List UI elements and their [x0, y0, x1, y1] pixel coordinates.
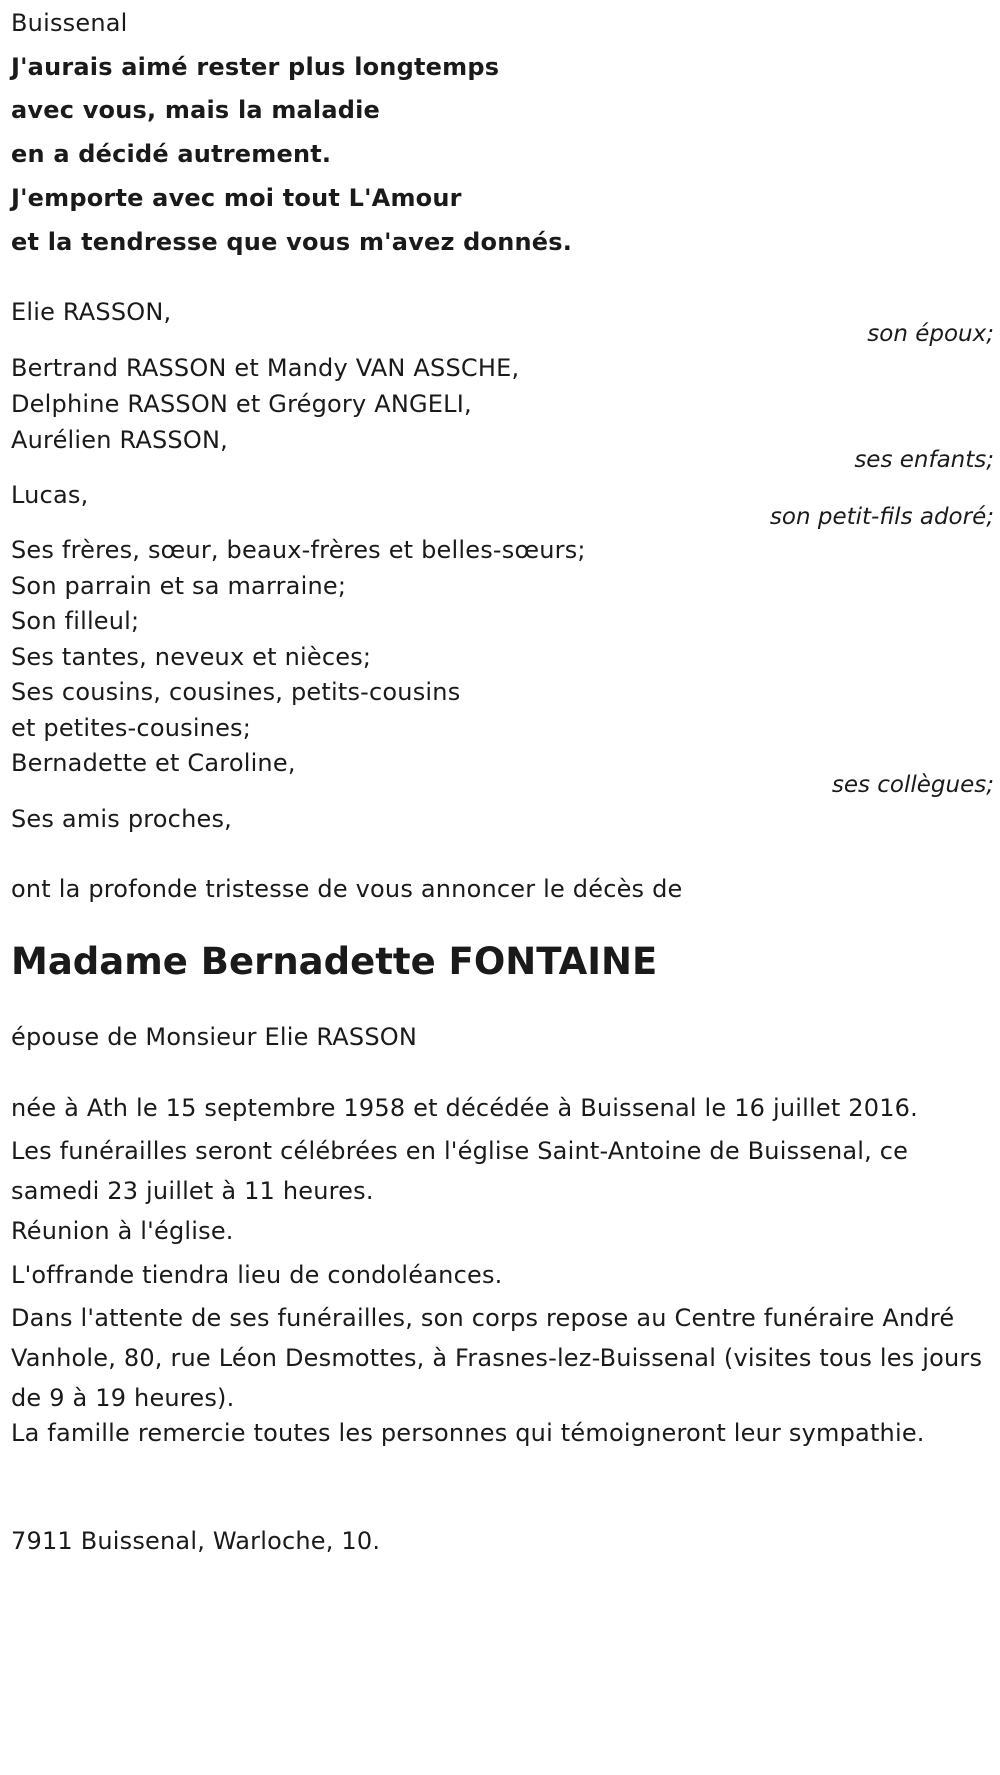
spouse-name: Elie RASSON, [11, 298, 172, 326]
relatives-line: et petites-cousines; [11, 714, 252, 742]
birth-death-line: née à Ath le 15 septembre 1958 et décédée à Buissenal le 16 juillet 2016. [11, 1094, 918, 1122]
thanks-info: La famille remercie toutes les personnes qui témoigneront leur sympathie. [11, 1419, 925, 1447]
relatives-line: Ses frères, sœur, beaux-frères et belles-sœurs; [11, 536, 586, 564]
colleagues-role: ses collègues; [831, 772, 994, 798]
relatives-line: Bernadette et Caroline, [11, 749, 296, 777]
relatives-line: Ses cousins, cousines, petits-cousins [11, 678, 461, 706]
friends-line: Ses amis proches, [11, 805, 232, 833]
announcement: ont la profonde tristesse de vous annoncer le décès de [11, 875, 683, 903]
relatives-line: Son parrain et sa marraine; [11, 572, 347, 600]
funeral-info: Les funérailles seront célébrées en l'église Saint-Antoine de Buissenal, ce samedi 23 juillet à 11 heures. [11, 1137, 909, 1205]
child-name: Delphine RASSON et Grégory ANGELI, [11, 390, 472, 418]
offering-info: L'offrande tiendra lieu de condoléances. [11, 1261, 503, 1289]
child-name: Bertrand RASSON et Mandy VAN ASSCHE, [11, 354, 520, 382]
spouse-role: son époux; [867, 321, 994, 347]
poem-line: en a décidé autrement. [11, 140, 332, 168]
poem-line: J'aurais aimé rester plus longtemps [11, 53, 500, 81]
meeting-info: Réunion à l'église. [11, 1217, 234, 1245]
child-name: Aurélien RASSON, [11, 426, 228, 454]
poem-line: J'emporte avec moi tout L'Amour [11, 184, 462, 212]
poem-line: et la tendresse que vous m'avez donnés. [11, 228, 573, 256]
children-role: ses enfants; [854, 447, 994, 473]
grandson-name: Lucas, [11, 481, 89, 509]
deceased-spouse-line: épouse de Monsieur Elie RASSON [11, 1023, 417, 1051]
header-place: Buissenal [11, 9, 128, 37]
rest-info: Dans l'attente de ses funérailles, son corps repose au Centre funéraire André Vanhole, 80, rue Léon Desmottes, à Frasnes-lez-Buissenal (visites tous les jours de 9 à 19 heures). [11, 1304, 983, 1412]
deceased-name: Madame Bernadette FONTAINE [11, 940, 658, 983]
grandson-role: son petit-fils adoré; [769, 504, 994, 530]
relatives-line: Son filleul; [11, 607, 140, 635]
relatives-line: Ses tantes, neveux et nièces; [11, 643, 372, 671]
address: 7911 Buissenal, Warloche, 10. [11, 1527, 381, 1555]
poem-line: avec vous, mais la maladie [11, 96, 381, 124]
